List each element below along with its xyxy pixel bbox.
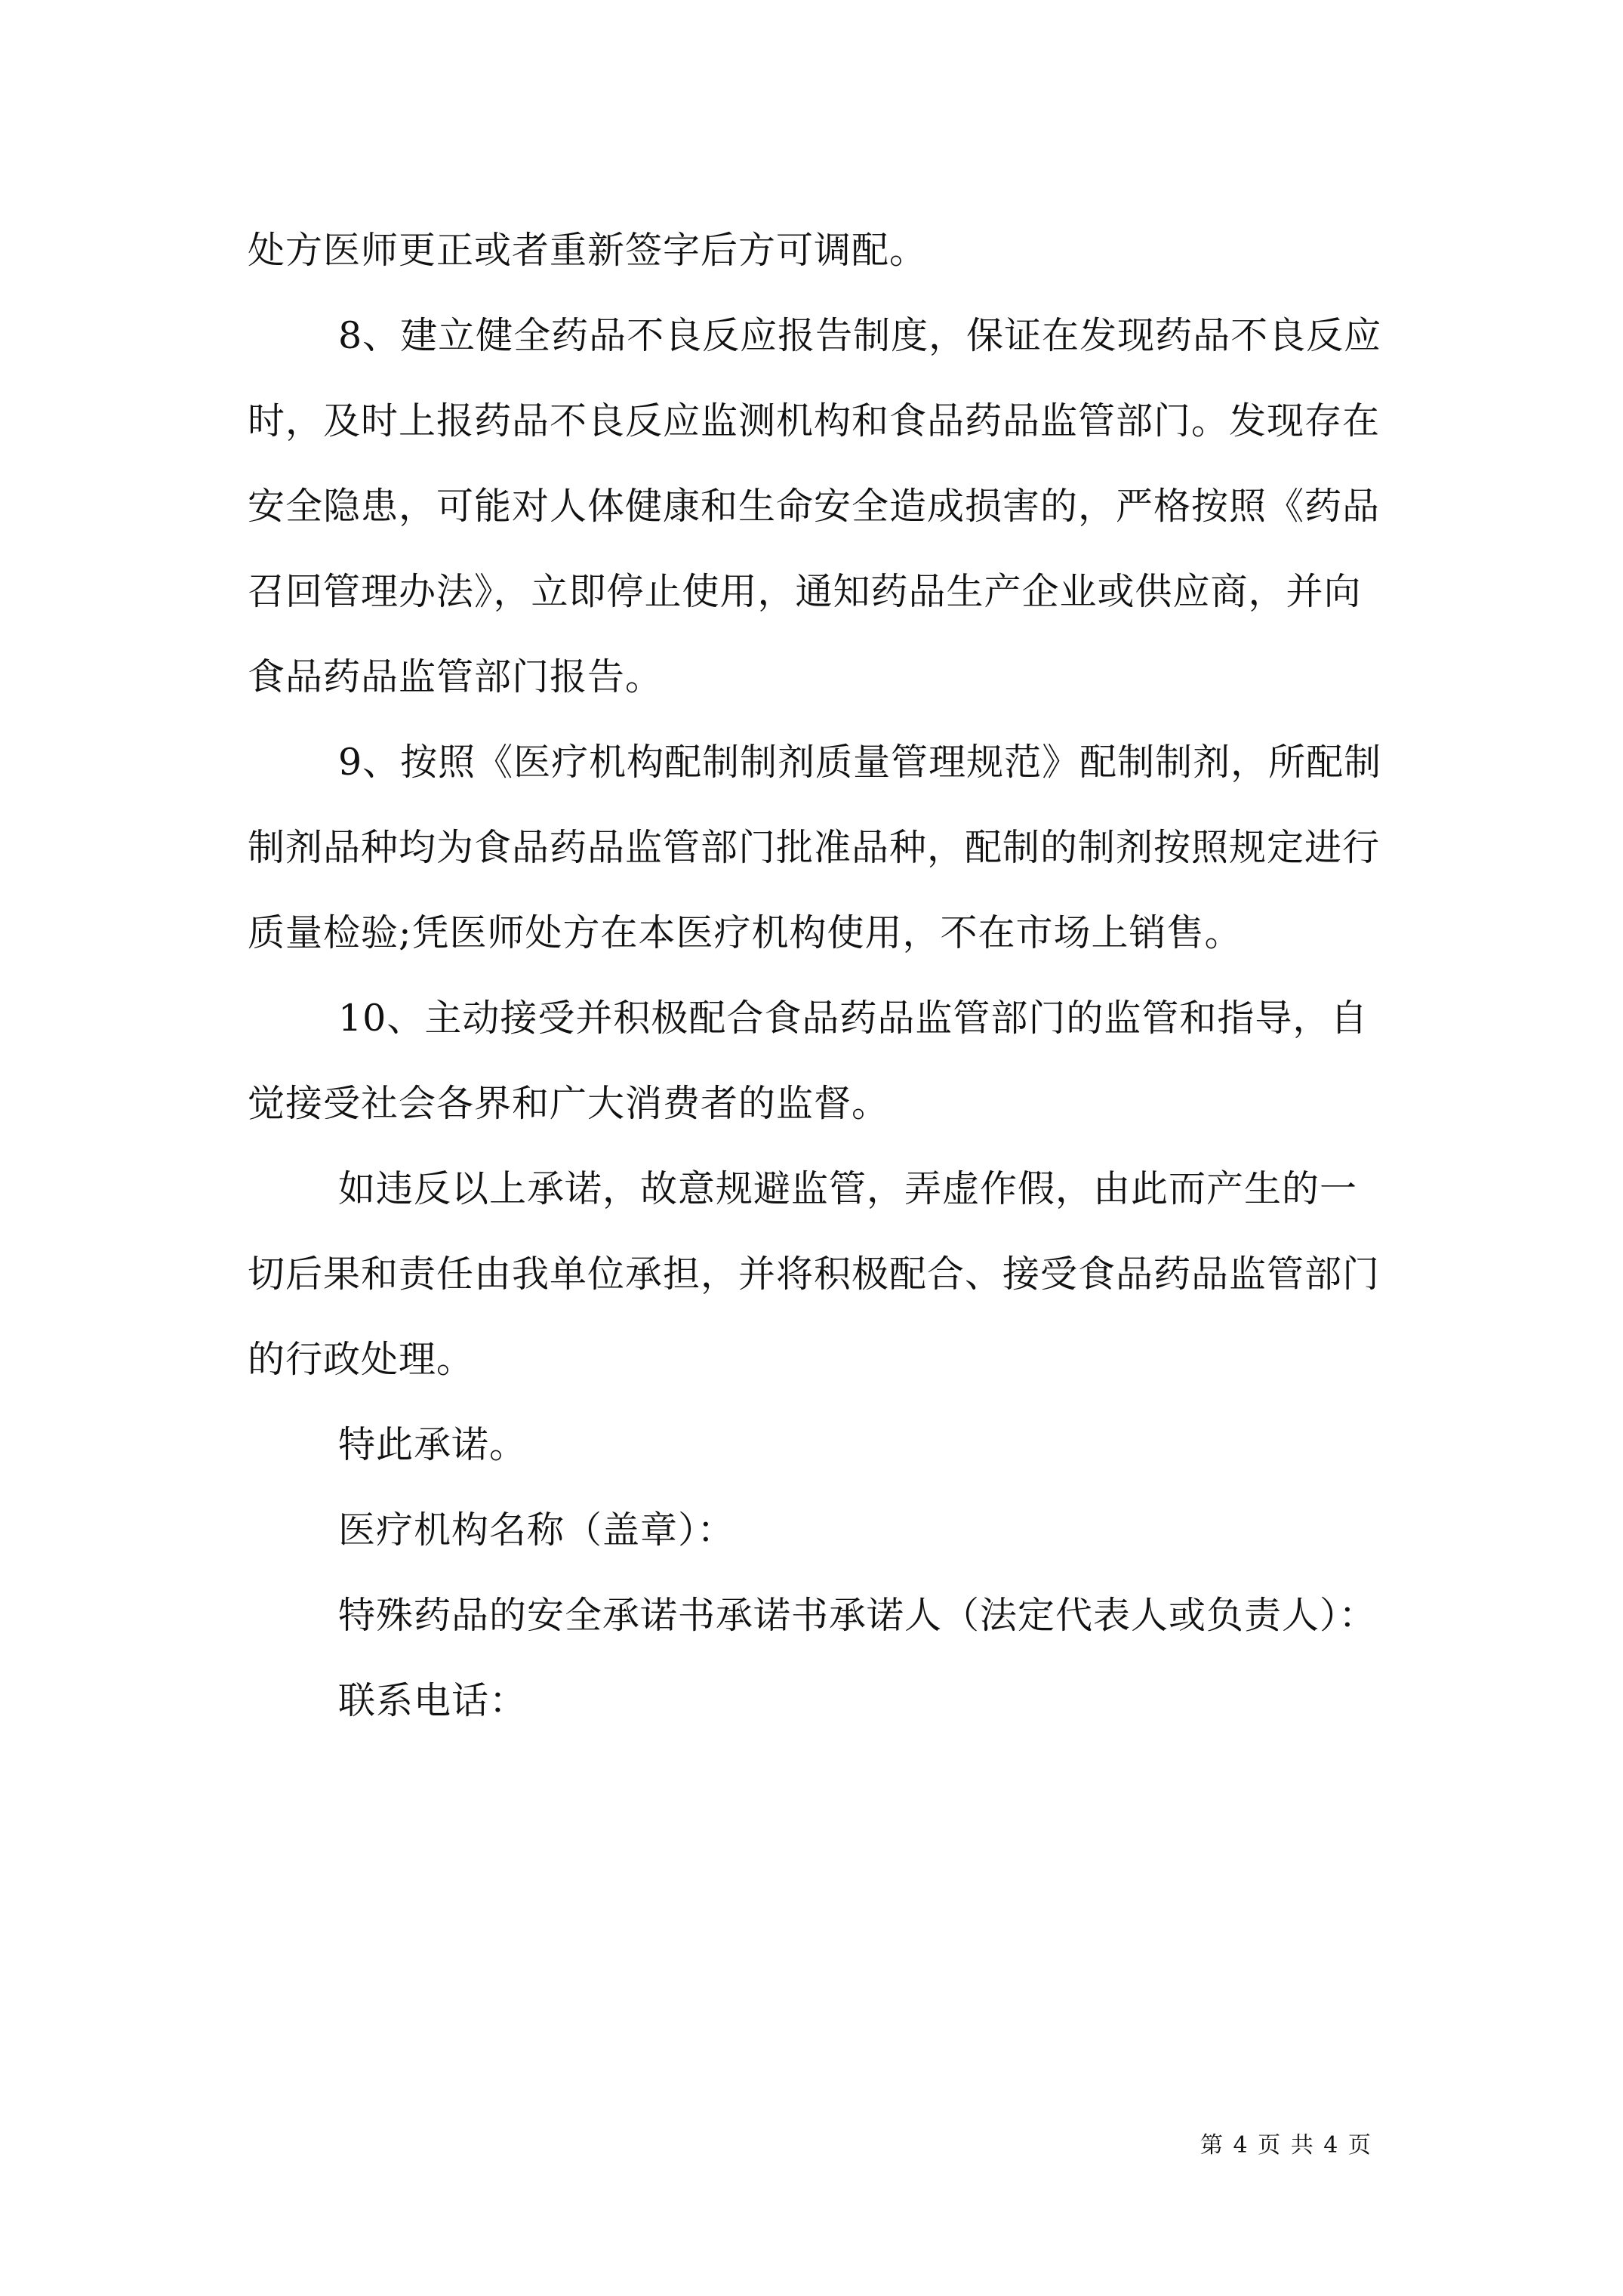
contact-phone-label: 联系电话： xyxy=(338,1679,528,1722)
paragraph-item-8-start: 8、建立健全药品不良反应报告制度，保证在发现药品不良反应 xyxy=(338,314,1382,357)
promisor-label: 特殊药品的安全承诺书承诺书承诺人（法定代表人或负责人）： xyxy=(338,1594,1377,1637)
text-line: 质量检验;凭医师处方在本医疗机构使用，不在市场上销售。 xyxy=(248,911,1243,954)
closing-statement: 特此承诺。 xyxy=(338,1423,528,1466)
text-line: 切后果和责任由我单位承担，并将积极配合、接受食品药品监管部门 xyxy=(248,1253,1381,1296)
text-line: 安全隐患，可能对人体健康和生命安全造成损害的，严格按照《药品 xyxy=(248,485,1381,528)
text-line: 处方医师更正或者重新签字后方可调配。 xyxy=(248,229,928,272)
page-number-footer: 第 4 页 共 4 页 xyxy=(1200,2132,1372,2159)
paragraph-item-9-start: 9、按照《医疗机构配制制剂质量管理规范》配制制剂，所配制 xyxy=(338,741,1382,784)
text-line: 食品药品监管部门报告。 xyxy=(248,655,664,698)
paragraph-item-10-start: 10、主动接受并积极配合食品药品监管部门的监管和指导，自 xyxy=(338,997,1369,1040)
document-body xyxy=(248,208,1387,1743)
text-line: 召回管理办法》，立即停止使用，通知药品生产企业或供应商，并向 xyxy=(248,570,1362,613)
paragraph-violation-start: 如违反以上承诺，故意规避监管，弄虚作假，由此而产生的一 xyxy=(338,1167,1358,1210)
text-line: 的行政处理。 xyxy=(248,1338,475,1381)
text-line: 制剂品种均为食品药品监管部门批准品种，配制的制剂按照规定进行 xyxy=(248,826,1381,869)
text-line: 时，及时上报药品不良反应监测机构和食品药品监管部门。发现存在 xyxy=(248,399,1381,442)
text-line: 觉接受社会各界和广大消费者的监督。 xyxy=(248,1082,890,1125)
institution-name-label: 医疗机构名称（盖章）： xyxy=(338,1509,735,1552)
